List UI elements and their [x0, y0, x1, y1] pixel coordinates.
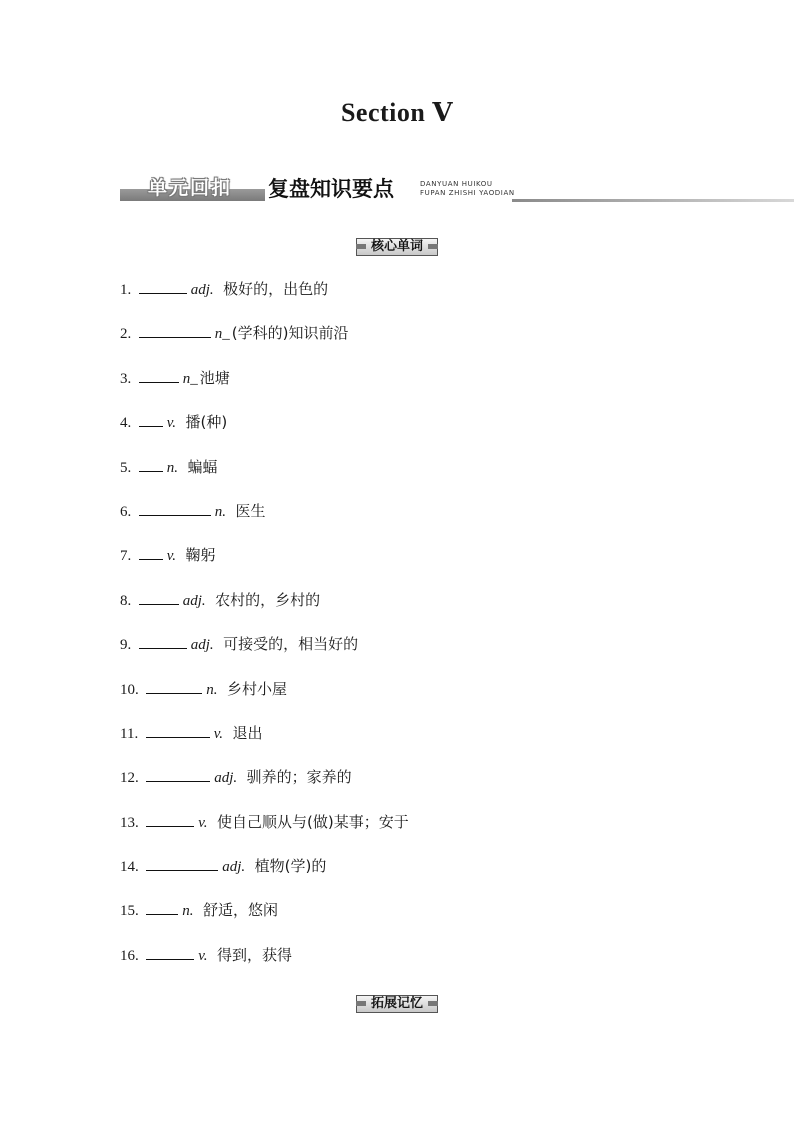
vocab-meaning: 驯养的；家养的 [246, 768, 352, 787]
banner-pinyin-line1: DANYUAN HUIKOU [420, 180, 493, 188]
part-of-speech: n. [214, 503, 234, 520]
part-of-speech: adj. [190, 282, 222, 298]
vocab-meaning: 乡村小屋 [227, 679, 288, 698]
part-of-speech: v. [166, 548, 184, 565]
part-of-speech: adj. [214, 770, 245, 787]
part-of-speech: n. [182, 903, 201, 920]
vocab-meaning: 退出 [232, 723, 263, 742]
answer-blank[interactable] [146, 767, 210, 782]
answer-blank[interactable] [139, 634, 187, 649]
vocab-item [120, 900, 409, 944]
part-of-speech: n. [166, 459, 186, 476]
answer-blank[interactable] [139, 323, 211, 338]
vocab-meaning: 使自己顺从与(做)某事；安于 [217, 812, 409, 831]
vocab-item [120, 545, 409, 589]
part-of-speech: n_ [182, 370, 198, 387]
vocab-meaning: 池塘 [199, 368, 230, 387]
banner-rule [512, 199, 794, 202]
vocab-number: 14. [120, 859, 147, 876]
vocab-list [120, 279, 409, 989]
banner-main-title: 复盘知识要点 [268, 177, 394, 201]
vocab-meaning: 医生 [235, 501, 266, 520]
answer-blank[interactable] [146, 812, 194, 827]
part-of-speech: v. [213, 725, 231, 742]
vocab-meaning: 植物(学)的 [254, 857, 327, 876]
section-banner [120, 174, 794, 206]
vocab-item [120, 767, 409, 811]
vocab-meaning: 得到，获得 [217, 945, 293, 964]
part-of-speech: v. [198, 814, 216, 831]
vocab-item [120, 945, 409, 989]
vocab-number: 7. [120, 548, 139, 565]
banner-pinyin-line2: FUPAN ZHISHI YAODIAN [420, 189, 515, 197]
core-words-label: 核心单词 [356, 238, 438, 256]
vocab-meaning: 鞠躬 [185, 546, 216, 565]
vocab-item [120, 590, 409, 634]
part-of-speech: adj. [222, 859, 253, 876]
answer-blank[interactable] [139, 545, 163, 560]
vocab-item [120, 856, 409, 900]
part-of-speech: v. [198, 947, 216, 964]
vocab-item [120, 279, 409, 323]
banner-tag: 单元回扣 [148, 177, 233, 199]
vocab-number: 5. [120, 459, 139, 476]
vocab-number: 13. [120, 814, 147, 831]
vocab-meaning: 极好的，出色的 [223, 280, 329, 298]
answer-blank[interactable] [139, 412, 163, 427]
part-of-speech: adj. [190, 637, 222, 654]
vocab-number: 8. [120, 592, 139, 609]
vocab-number: 3. [120, 370, 139, 387]
answer-blank[interactable] [139, 590, 179, 605]
vocab-meaning: 播(种) [185, 413, 228, 432]
vocab-item [120, 323, 409, 367]
answer-blank[interactable] [146, 856, 218, 871]
vocab-item [120, 679, 409, 723]
vocab-number: 16. [120, 947, 147, 964]
vocab-number: 10. [120, 681, 147, 698]
answer-blank[interactable] [146, 723, 210, 738]
extended-memory-heading [0, 992, 794, 1010]
vocab-number: 9. [120, 637, 139, 654]
vocab-number: 4. [120, 415, 139, 432]
vocab-meaning: 农村的，乡村的 [215, 590, 321, 609]
part-of-speech: n_ [214, 326, 230, 343]
vocab-meaning: 可接受的，相当好的 [223, 635, 359, 654]
answer-blank[interactable] [146, 679, 202, 694]
vocab-number: 12. [120, 770, 147, 787]
banner-pinyin [420, 180, 515, 198]
extended-memory-label: 拓展记忆 [356, 995, 438, 1013]
answer-blank[interactable] [139, 279, 187, 294]
vocab-item [120, 457, 409, 501]
vocab-item [120, 501, 409, 545]
vocab-number: 1. [120, 282, 139, 298]
answer-blank[interactable] [139, 501, 211, 516]
vocab-meaning: 舒适，悠闲 [203, 901, 279, 920]
vocab-number: 11. [120, 725, 146, 742]
part-of-speech: v. [166, 415, 184, 432]
answer-blank[interactable] [146, 900, 178, 915]
vocab-item [120, 368, 409, 412]
vocab-item [120, 723, 409, 767]
page-title: Section Ⅴ [340, 98, 454, 127]
answer-blank[interactable] [139, 368, 179, 383]
part-of-speech: adj. [182, 592, 214, 609]
vocab-number: 6. [120, 503, 139, 520]
vocab-item [120, 412, 409, 456]
core-words-heading [0, 235, 794, 253]
vocab-item [120, 634, 409, 678]
part-of-speech: n. [206, 681, 225, 698]
vocab-item [120, 812, 409, 856]
answer-blank[interactable] [146, 945, 194, 960]
answer-blank[interactable] [139, 457, 163, 472]
vocab-number: 15. [120, 903, 147, 920]
vocab-meaning: (学科的)知识前沿 [231, 324, 349, 343]
vocab-meaning: 蝙蝠 [187, 457, 218, 476]
vocab-number: 2. [120, 326, 139, 343]
